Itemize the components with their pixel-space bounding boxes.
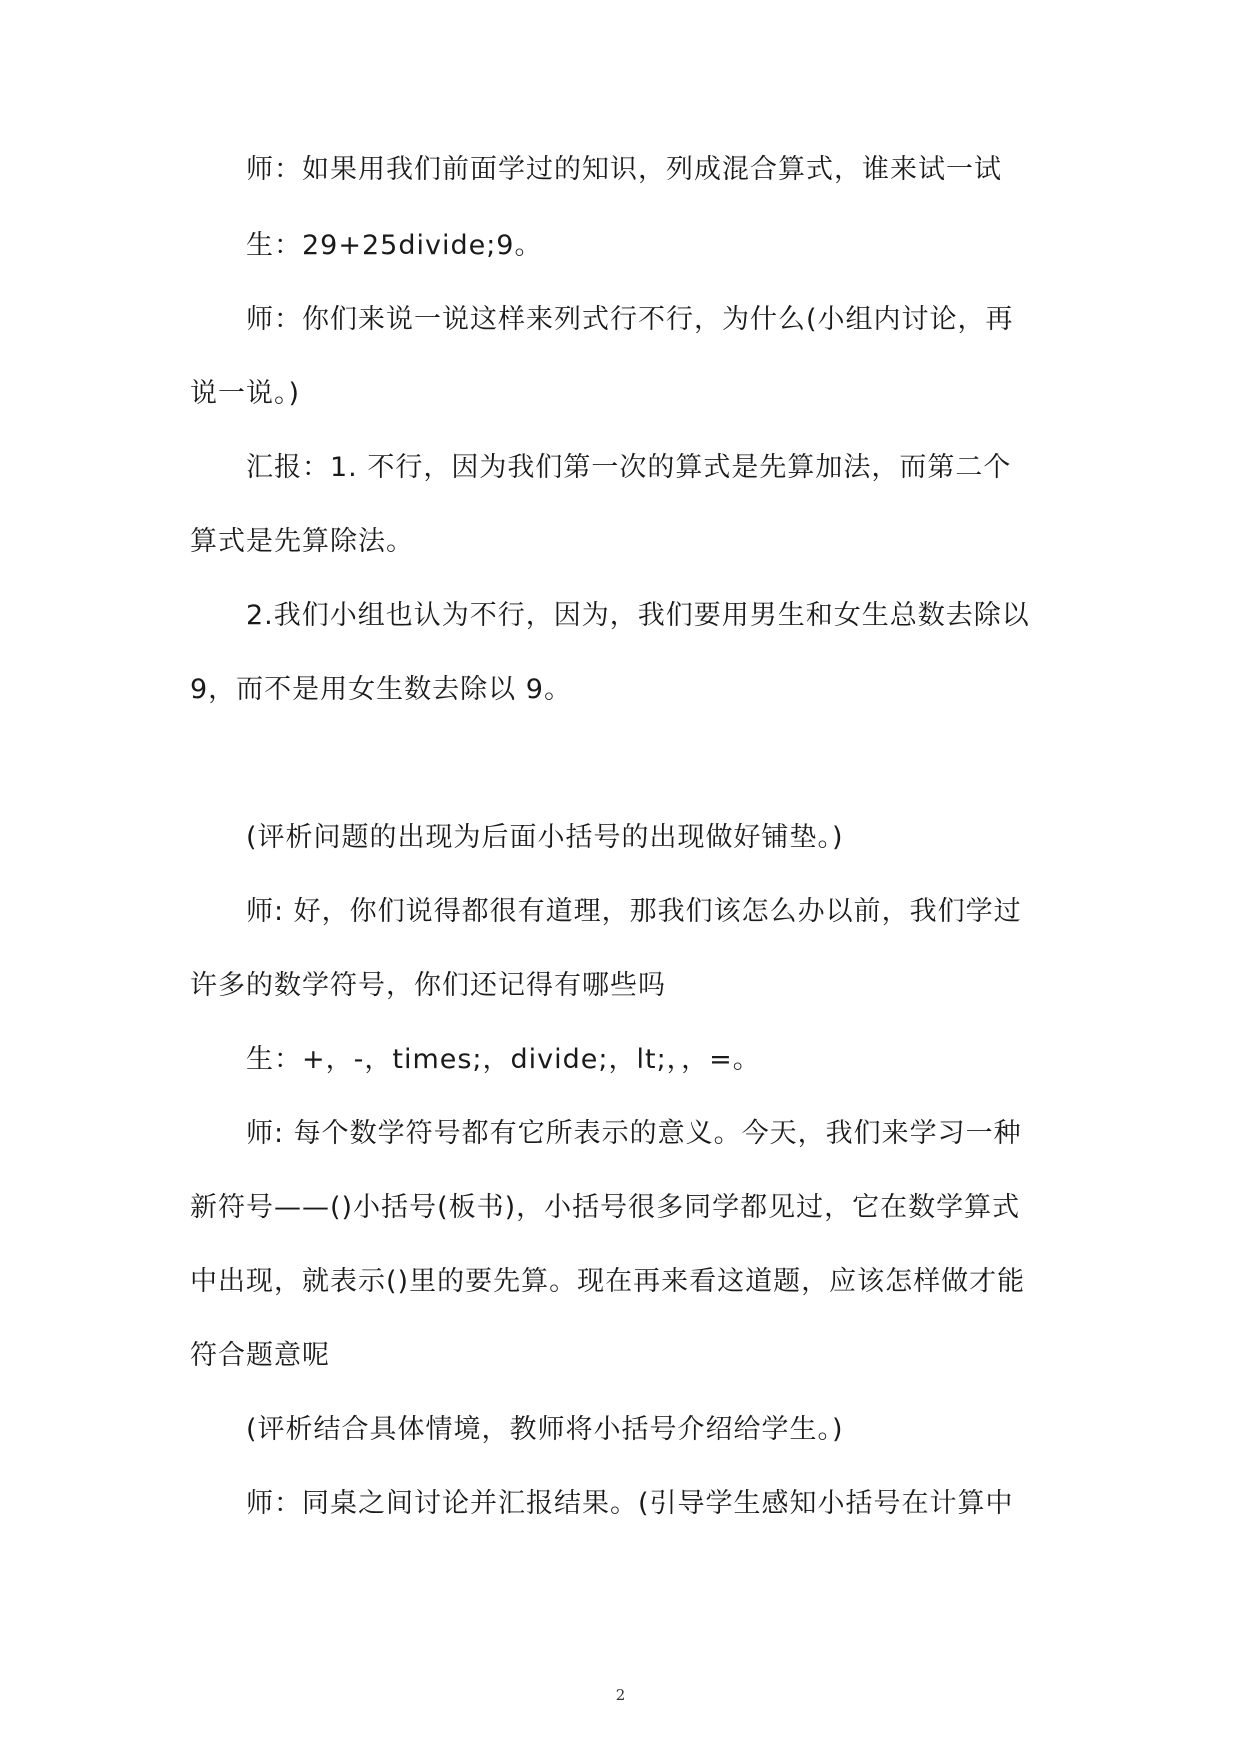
paragraph-line: (评析结合具体情境，教师将小括号介绍给学生。) bbox=[246, 1414, 844, 1445]
paragraph-line: 符合题意呢 bbox=[190, 1340, 330, 1371]
paragraph-line: 师: 每个数学符号都有它所表示的意义。今天，我们来学习一种 bbox=[246, 1118, 1022, 1149]
paragraph-line: 汇报：1. 不行，因为我们第一次的算式是先算加法，而第二个 bbox=[246, 452, 1012, 483]
paragraph-line: 师: 好，你们说得都很有道理，那我们该怎么办以前，我们学过 bbox=[246, 896, 1022, 927]
paragraph-line: 师：如果用我们前面学过的知识，列成混合算式，谁来试一试 bbox=[246, 154, 1002, 185]
page-number: 2 bbox=[615, 1686, 626, 1704]
paragraph-line: 9，而不是用女生数去除以 9。 bbox=[190, 674, 572, 705]
paragraph-line: 生：29+25divide;9。 bbox=[246, 230, 543, 261]
paragraph-line: 说一说。) bbox=[190, 378, 301, 409]
paragraph-line: 许多的数学符号，你们还记得有哪些吗 bbox=[190, 970, 666, 1001]
paragraph-line: 新符号——()小括号(板书)，小括号很多同学都见过，它在数学算式 bbox=[190, 1192, 1021, 1223]
paragraph-line: 生：+，-，times;，divide;，lt;，，=。 bbox=[246, 1044, 761, 1075]
paragraph-line: 2.我们小组也认为不行，因为，我们要用男生和女生总数去除以 bbox=[246, 600, 1030, 631]
paragraph-line: (评析问题的出现为后面小括号的出现做好铺垫。) bbox=[246, 822, 844, 853]
paragraph-line: 师：同桌之间讨论并汇报结果。(引导学生感知小括号在计算中 bbox=[246, 1488, 1014, 1519]
paragraph-line: 师：你们来说一说这样来列式行不行，为什么(小组内讨论，再 bbox=[246, 304, 1014, 335]
paragraph-line: 中出现，就表示()里的要先算。现在再来看这道题，应该怎样做才能 bbox=[190, 1266, 1026, 1297]
paragraph-line: 算式是先算除法。 bbox=[190, 526, 414, 557]
